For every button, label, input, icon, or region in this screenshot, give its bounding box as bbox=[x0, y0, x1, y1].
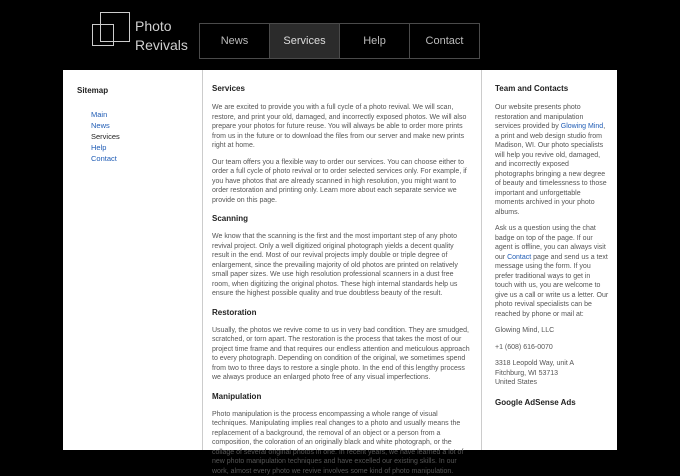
address-line2: Fitchburg, WI 53713 bbox=[495, 370, 558, 377]
sitemap-current-services: Services bbox=[91, 132, 120, 141]
team-title: Team and Contacts bbox=[495, 84, 609, 93]
team-intro-paragraph bbox=[495, 103, 609, 217]
nav-tab-help[interactable]: Help bbox=[339, 23, 410, 59]
phone-number: +1 (608) 616-0070 bbox=[495, 343, 609, 353]
address-line1: 3318 Leopold Way, unit A bbox=[495, 360, 574, 367]
contact-link[interactable]: Contact bbox=[507, 254, 531, 261]
team-contact-text-b: page and send us a text message using the form. If you prefer traditional ways to get in touch with us, you are welcome to give us a call or write us a letter. Our photo revival specialists can be reached by phone or mail at: bbox=[495, 254, 608, 318]
restoration-paragraph: Usually, the photos we revive come to us in very bad condition. They are smudged, scratched, or torn apart. The restoration is the process that takes the most of our project time frame and that requires our endless attention and meticulous approach to every photograph. Depending on condition of the original, we sometimes spend from two to three days to restore a single photo. In the end of this lengthy process we always produce an enlarged photo free of any visual imperfections. bbox=[212, 326, 471, 383]
team-column bbox=[481, 70, 617, 450]
sitemap-link-main[interactable]: Main bbox=[91, 110, 107, 119]
sitemap-item-main bbox=[91, 109, 199, 120]
content-area bbox=[63, 70, 617, 450]
services-intro-paragraph: We are excited to provide you with a full cycle of a photo revival. We will scan, restore, and print your old, damaged, and incorrectly exposed photos. We will also prepare your photos for future reuse. You will always be able to order more prints from us in the future or to download the files from our server and make new prints right at home. bbox=[212, 103, 471, 151]
scanning-title: Scanning bbox=[212, 214, 471, 223]
sitemap-column bbox=[63, 70, 199, 450]
team-contact-paragraph bbox=[495, 224, 609, 319]
team-intro-text-b: , a print and web design studio from Madison, WI. Our photo specialists will help you revive old, damaged, and incorrectly exposed photographs bringing a new degree of beauty and timelessness to those important and unforgettable moments archived in your photo albums. bbox=[495, 123, 607, 216]
address-line3: United States bbox=[495, 379, 537, 386]
services-order-paragraph: Our team offers you a flexible way to order our services. You can choose either to order a full cycle of photo revival or to order selected services only. For example, if you have photos that are already scanned in high resolution, you might want to order restoration and printing only. Learn more about each separate service we provide on this page. bbox=[212, 158, 471, 206]
nav-tab-news[interactable]: News bbox=[199, 23, 270, 59]
services-column bbox=[202, 70, 482, 450]
sitemap-list bbox=[91, 109, 199, 164]
adsense-title: Google AdSense Ads bbox=[495, 398, 609, 407]
sitemap-title: Sitemap bbox=[77, 86, 199, 95]
sitemap-item-news bbox=[91, 120, 199, 131]
site-header bbox=[0, 0, 680, 70]
team-contact-text-a: Ask us a question using the chat badge on top of the page. If our agent is offline, you can always visit our bbox=[495, 225, 606, 261]
postal-address bbox=[495, 359, 609, 388]
logo-text-line2: Revivals bbox=[135, 38, 188, 52]
manipulation-title: Manipulation bbox=[212, 392, 471, 401]
sitemap-link-contact[interactable]: Contact bbox=[91, 154, 117, 163]
sitemap-item-help bbox=[91, 142, 199, 153]
logo-square-large bbox=[100, 12, 130, 42]
services-title: Services bbox=[212, 84, 471, 93]
nav-tab-contact[interactable]: Contact bbox=[409, 23, 480, 59]
team-intro-text-a: Our website presents photo restoration and manipulation services provided by bbox=[495, 104, 583, 130]
logo-text-line1: Photo bbox=[135, 19, 172, 33]
glowing-mind-link[interactable]: Glowing Mind bbox=[561, 123, 603, 130]
sitemap-link-help[interactable]: Help bbox=[91, 143, 106, 152]
nav-tab-services[interactable]: Services bbox=[269, 23, 340, 59]
site-logo[interactable] bbox=[92, 12, 172, 56]
company-name: Glowing Mind, LLC bbox=[495, 326, 609, 336]
sitemap-link-news[interactable]: News bbox=[91, 121, 110, 130]
main-nav bbox=[199, 23, 479, 60]
scanning-paragraph: We know that the scanning is the first and the most important step of any photo revival project. Only a well digitized original photograph yields a decent quality result in the end. Most of our revival projects imply double or triple degree of enlargement, since the prevailing majority of old photos are printed on relatively small paper sizes. We use high resolution professional scanners in a dust free room, when digitizing the original photos. These high internal standards help us ensure the highest possible quality and true doubtless beauty of the result. bbox=[212, 232, 471, 299]
sitemap-item-services bbox=[91, 131, 199, 142]
sitemap-item-contact bbox=[91, 153, 199, 164]
restoration-title: Restoration bbox=[212, 308, 471, 317]
manipulation-paragraph: Photo manipulation is the process encompassing a whole range of visual techniques. Manipulating implies real changes to a photo and usually means the replacement of a background, the removal of an object or a person from a composition, the coloration of an originally black and white photograph, or the collage of several original photos in one. In recent years, we have learned a lot of new photo manipulation techniques and have excelled our existing skills. In our work, almost every photo we revive involves some kind of photo manipulation. bbox=[212, 410, 471, 476]
